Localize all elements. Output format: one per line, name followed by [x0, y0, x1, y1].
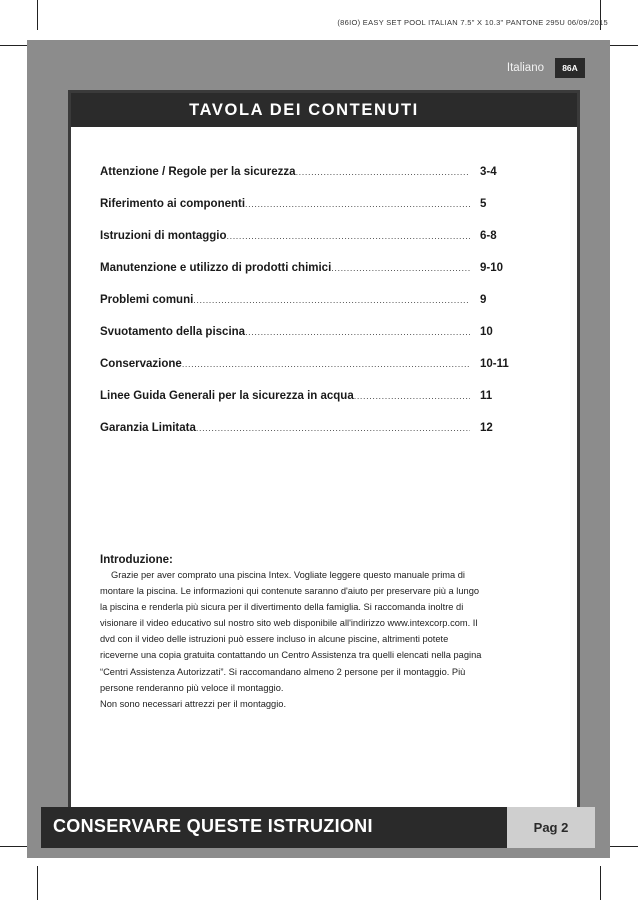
content-panel [68, 90, 580, 818]
toc-item-title: Linee Guida Generali per la sicurezza in acqua [100, 390, 354, 402]
introduction-section [100, 554, 530, 712]
toc-item-pages: 3-4 [480, 166, 497, 178]
introduction-line: Grazie per aver comprato una piscina Intex. Vogliate leggere questo manuale prima di [111, 570, 465, 580]
introduction-line: persone renderanno più veloce il montaggio. [100, 682, 284, 693]
toc-item-pages: 9-10 [480, 262, 504, 274]
toc-item-title: Attenzione / Regole per la sicurezza [100, 166, 296, 178]
crop-mark [0, 45, 30, 46]
footer-title: CONSERVARE QUESTE ISTRUZIONI [53, 816, 373, 836]
crop-mark [608, 45, 638, 46]
print-info: (86IO) EASY SET POOL ITALIAN 7.5" X 10.3" PANTONE 295U 06/09/2015 [337, 18, 608, 27]
introduction-line: dvd con il video delle istruzioni può essere incluso in alcune piscine, altrimenti potete [100, 634, 449, 645]
page-number: Pag 2 [507, 807, 595, 848]
introduction-line: Non sono necessari attrezzi per il montaggio. [100, 698, 287, 709]
toc-item-title: Conservazione [100, 358, 182, 370]
toc-item [100, 422, 520, 454]
language-code-badge: 86A [555, 58, 585, 78]
toc-item [100, 358, 520, 390]
toc-dot-leader [196, 423, 470, 433]
introduction-heading: Introduzione: [100, 554, 173, 566]
toc-item-title: Riferimento ai componenti [100, 198, 246, 210]
toc-item [100, 230, 520, 262]
toc-item-pages: 12 [480, 422, 493, 434]
toc-dot-leader [193, 295, 470, 305]
introduction-line: montare la piscina. Le informazioni qui contenute saranno d'aiuto per preservare più a lungo [100, 586, 480, 597]
toc-item [100, 262, 520, 294]
toc-item-title: Problemi comuni [100, 294, 194, 306]
toc-item-pages: 5 [480, 198, 487, 210]
introduction-body [100, 567, 530, 712]
toc-item-title: Manutenzione e utilizzo di prodotti chimici [100, 262, 332, 274]
introduction-line: riceverne una copia gratuita contattando un Centro Assistenza tra quelli elencati nella pagina [100, 650, 482, 661]
toc-item [100, 198, 520, 230]
toc-item-pages: 6-8 [480, 230, 497, 242]
toc-item [100, 166, 520, 198]
language-label: Italiano [506, 62, 544, 74]
toc-dot-leader [354, 391, 470, 401]
toc-item [100, 390, 520, 422]
toc-item-pages: 10 [480, 326, 493, 338]
toc-item-pages: 9 [480, 294, 487, 306]
toc-dot-leader [245, 199, 470, 209]
toc-dot-leader [227, 231, 471, 241]
toc-item-title: Garanzia Limitata [100, 422, 196, 434]
toc-header [71, 93, 577, 127]
toc-item-title: Istruzioni di montaggio [100, 230, 227, 242]
toc-dot-leader [182, 359, 470, 369]
introduction-line: la piscina e renderla più sicura per il divertimento della famiglia. Si raccomanda inoltre di [100, 602, 464, 613]
crop-mark [37, 0, 38, 30]
crop-mark [600, 866, 601, 900]
toc-list [100, 166, 520, 454]
crop-mark [608, 846, 638, 847]
toc-item [100, 294, 520, 326]
toc-item-pages: 10-11 [480, 358, 509, 370]
introduction-line: visionare il video educativo sul nostro sito web disponibile all'indirizzo www.intexcorp.com. Il [100, 618, 478, 629]
toc-title: TAVOLA DEI CONTENUTI [189, 100, 419, 119]
toc-item [100, 326, 520, 358]
toc-dot-leader [331, 263, 470, 273]
footer-bar [41, 807, 595, 848]
manual-page [27, 40, 610, 858]
toc-dot-leader [245, 327, 470, 337]
toc-dot-leader [296, 167, 470, 177]
introduction-line: “Centri Assistenza Autorizzati”. Si raccomandano almeno 2 persone per il montaggio. Più [100, 666, 466, 677]
crop-mark [37, 866, 38, 900]
toc-item-title: Svuotamento della piscina [100, 326, 246, 338]
crop-mark [0, 846, 30, 847]
toc-item-pages: 11 [480, 390, 493, 402]
